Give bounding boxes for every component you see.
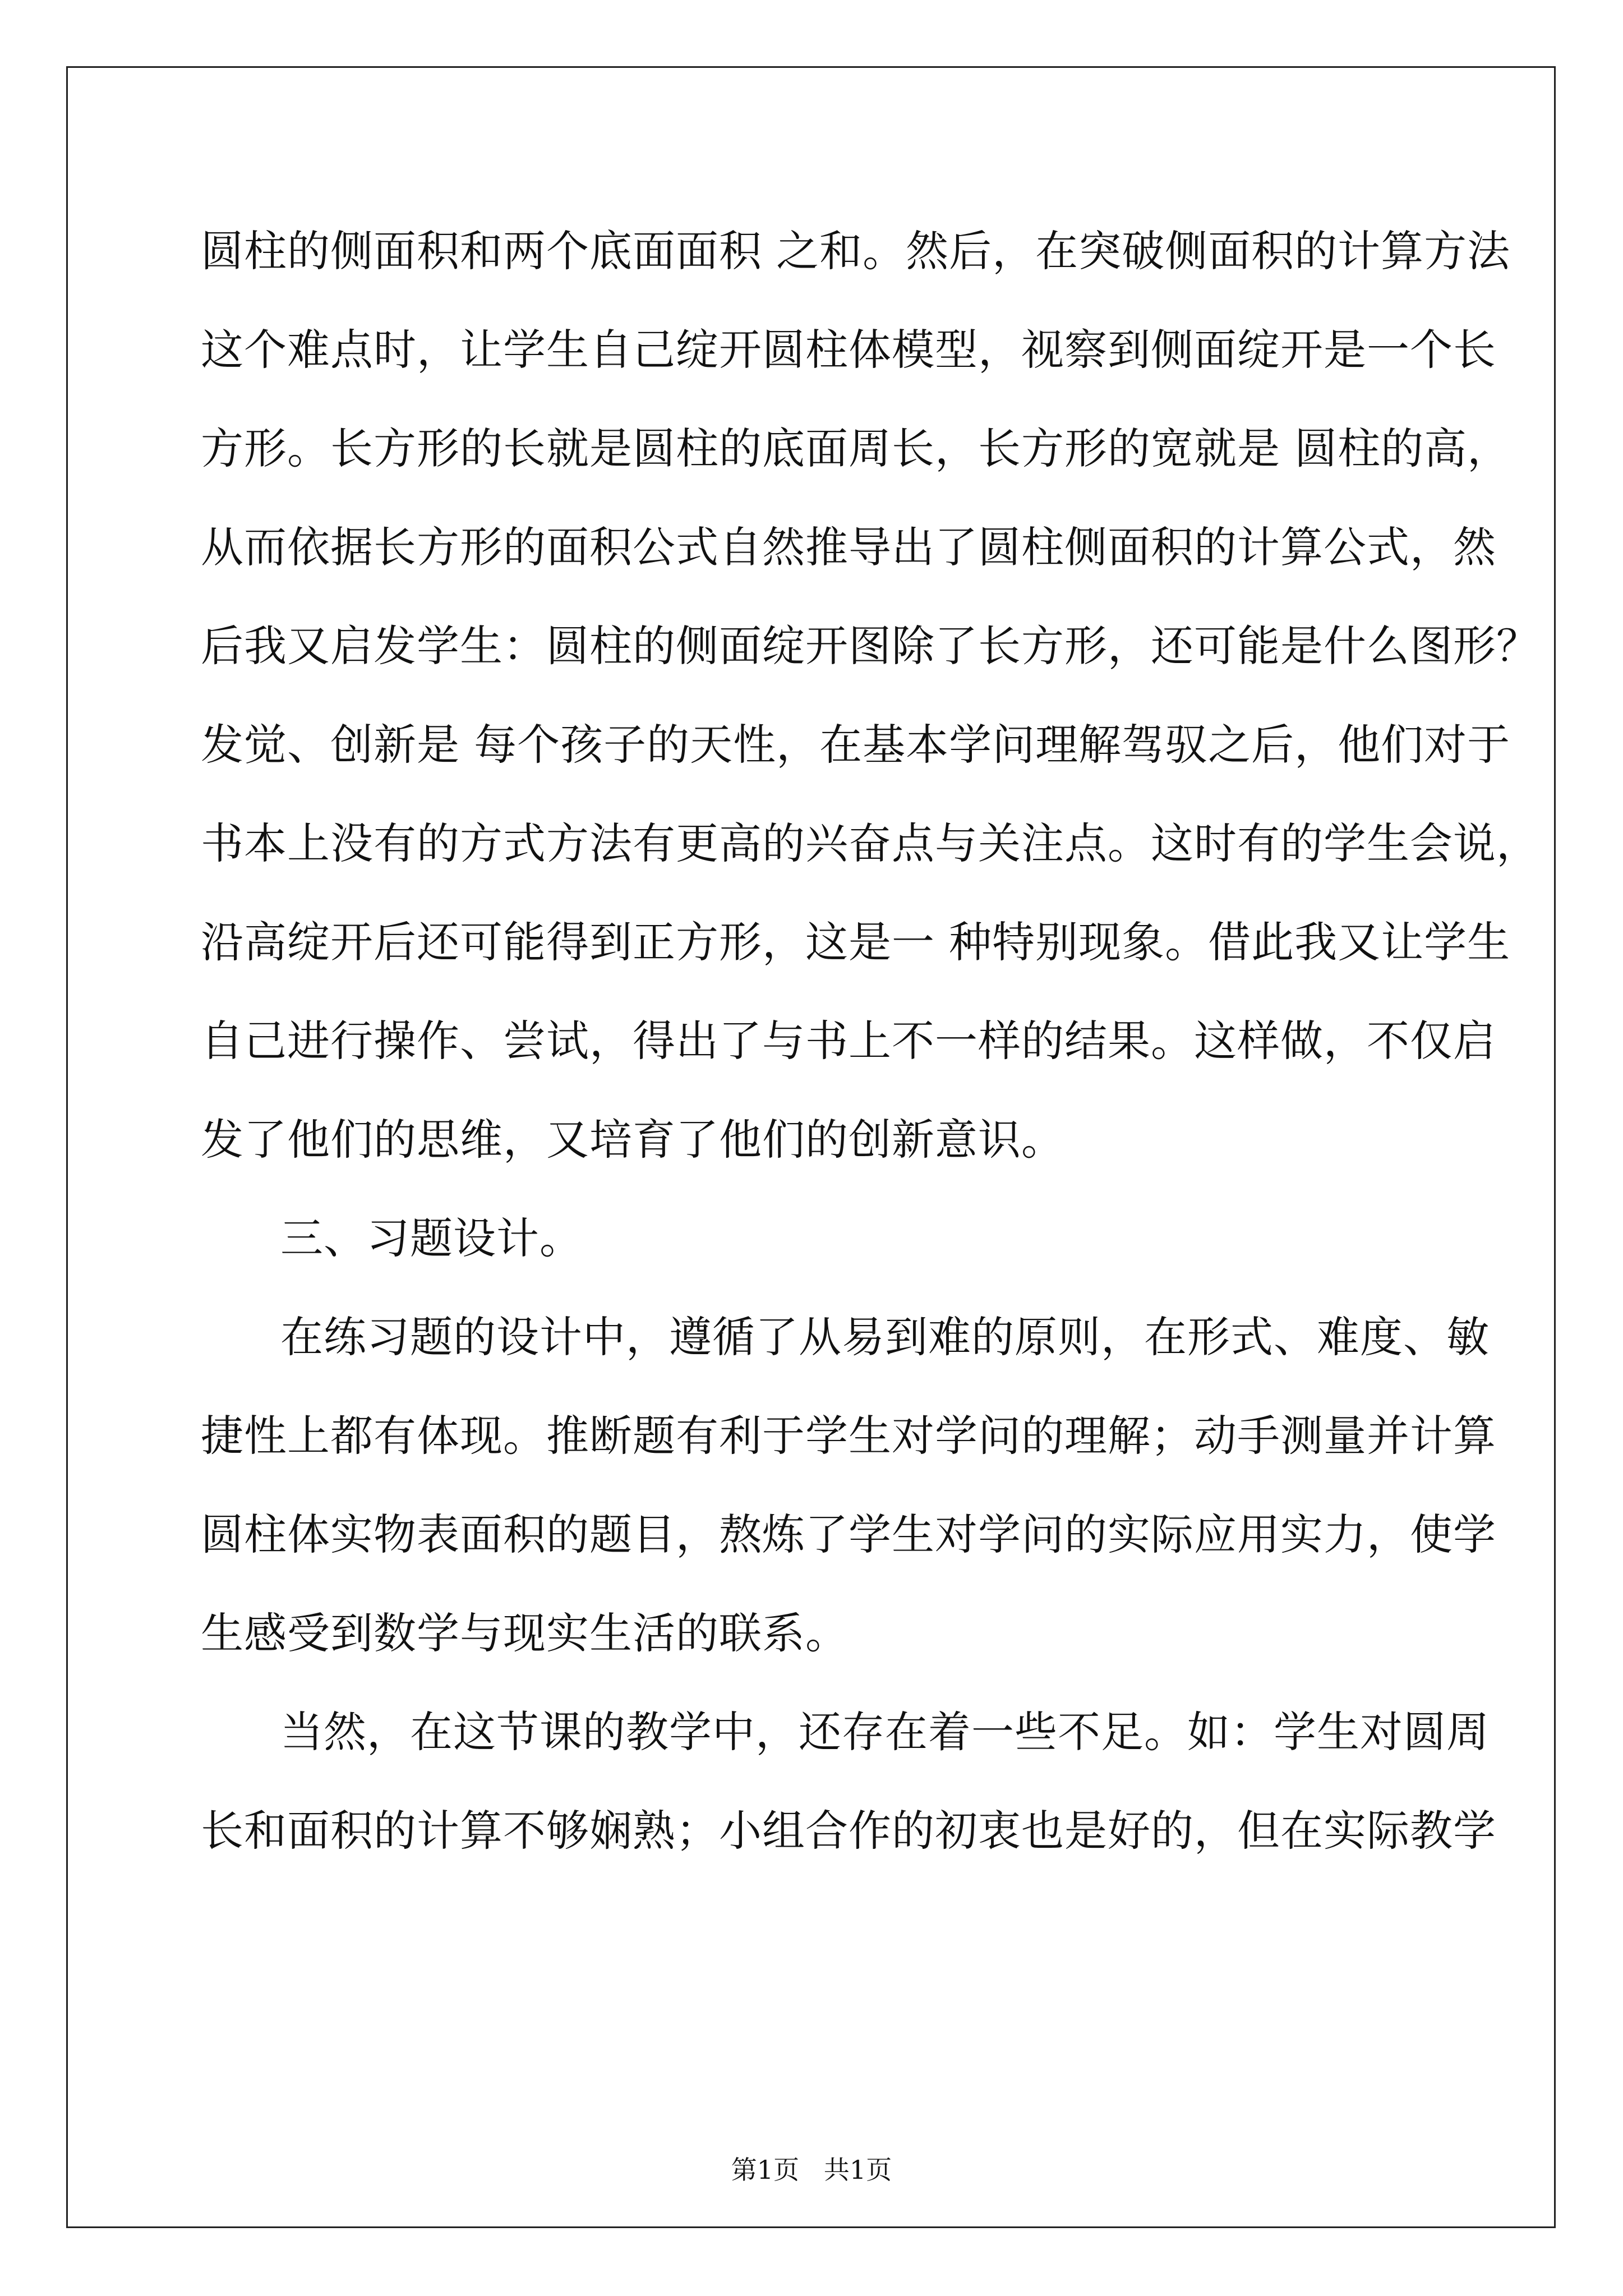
page-number-footer: 第1页 共1页 <box>731 2155 892 2185</box>
body-line: 生感受到数学与现实生活的联系。 <box>201 1608 849 1658</box>
body-line: 圆柱的侧面积和两个底面面积 之和。然后，在突破侧面积的计算方法 <box>201 226 1511 276</box>
body-line: 圆柱体实物表面积的题目，熬炼了学生对学问的实际应用实力，使学 <box>201 1510 1496 1559</box>
body-line: 书本上没有的方式方法有更高的兴奋点与关注点。这时有的学生会说， <box>201 818 1539 868</box>
body-line: 长和面积的计算不够娴熟；小组合作的初衷也是好的，但在实际教学 <box>201 1806 1496 1856</box>
body-line: 发了他们的思维，又培育了他们的创新意识。 <box>201 1115 1064 1165</box>
body-line: 当然，在这节课的教学中，还存在着一些不足。如：学生对圆周 <box>280 1707 1490 1757</box>
section-heading: 三、习题设计。 <box>280 1213 583 1263</box>
body-line: 沿高绽开后还可能得到正方形，这是一 种特别现象。借此我又让学生 <box>201 917 1511 967</box>
body-line: 捷性上都有体现。推断题有利于学生对学问的理解；动手测量并计算 <box>201 1411 1496 1461</box>
body-line: 发觉、创新是 每个孩子的天性，在基本学问理解驾驭之后，他们对于 <box>201 720 1511 770</box>
body-line: 在练习题的设计中，遵循了从易到难的原则，在形式、难度、敏 <box>280 1312 1490 1362</box>
body-line: 后我又启发学生：圆柱的侧面绽开图除了长方形，还可能是什么图形？ <box>201 621 1539 671</box>
body-line: 自己进行操作、尝试，得出了与书上不一样的结果。这样做，不仅启 <box>201 1016 1496 1066</box>
body-line: 从而依据长方形的面积公式自然推导出了圆柱侧面积的计算公式，然 <box>201 522 1496 572</box>
body-line: 这个难点时，让学生自己绽开圆柱体模型，视察到侧面绽开是一个长 <box>201 325 1496 375</box>
body-line: 方形。长方形的长就是圆柱的底面周长，长方形的宽就是 圆柱的高， <box>201 424 1511 473</box>
